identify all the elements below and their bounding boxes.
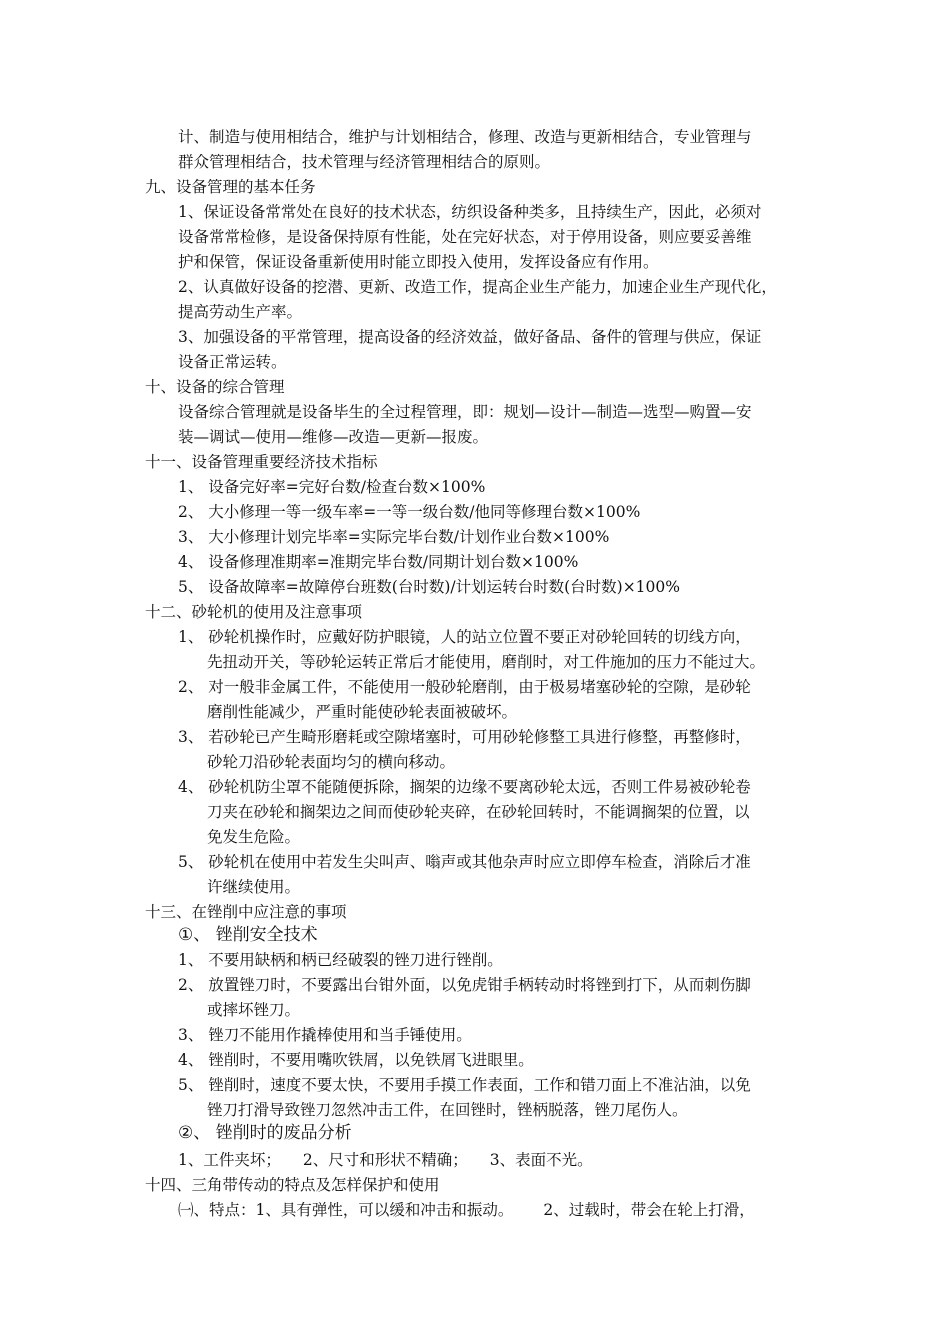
list-item: 4、 设备修理准期率=准期完毕台数/同期计划台数×100% xyxy=(178,553,579,571)
text-line: 免发生危险。 xyxy=(207,828,301,846)
text-line: 或摔坏锉刀。 xyxy=(207,1001,301,1019)
list-item: 1、 设备完好率=完好台数/检查台数×100% xyxy=(178,478,486,496)
subsection-heading: ①、 锉削安全技术 xyxy=(178,925,318,945)
text-line: 刀夹在砂轮和搁架边之间而使砂轮夹碎，在砂轮回转时，不能调搁架的位置，以 xyxy=(207,803,750,821)
text-line: 3、加强设备的平常管理，提高设备的经济效益，做好备品、备件的管理与供应，保证 xyxy=(178,328,762,346)
list-item: 5、 锉削时，速度不要太快，不要用手摸工作表面，工作和错刀面上不准沾油，以免 xyxy=(178,1076,751,1094)
section-heading: 十二、砂轮机的使用及注意事项 xyxy=(145,603,363,621)
text-line: 设备常常检修，是设备保持原有性能，处在完好状态，对于停用设备，则应要妥善维 xyxy=(178,228,752,246)
text-line: 1、保证设备常常处在良好的技术状态，纺织设备种类多，且持续生产，因此，必须对 xyxy=(178,203,762,221)
text-line: 护和保管，保证设备重新使用时能立即投入使用，发挥设备应有作用。 xyxy=(178,253,659,271)
text-line: 许继续使用。 xyxy=(207,878,301,896)
waste-item: 1、工件夹坏； xyxy=(178,1151,281,1169)
subsection-heading: ②、 锉削时的废品分析 xyxy=(178,1123,352,1143)
waste-items xyxy=(178,1150,593,1170)
section-heading: 九、设备管理的基本任务 xyxy=(145,178,316,196)
text-line: 设备正常运转。 xyxy=(178,353,287,371)
list-item: 4、 砂轮机防尘罩不能随便拆除，搁架的边缘不要离砂轮太远，否则工件易被砂轮卷 xyxy=(178,778,751,796)
list-item: 1、 不要用缺柄和柄已经破裂的锉刀进行锉削。 xyxy=(178,951,503,969)
feature-tail: 2、过载时，带会在轮上打滑， xyxy=(543,1201,755,1219)
text-line: 装—调试—使用—维修—改造—更新—报废。 xyxy=(178,428,489,446)
text-line: 锉刀打滑导致锉刀忽然冲击工件，在回锉时，锉柄脱落，锉刀尾伤人。 xyxy=(207,1101,688,1119)
list-item: 3、 锉刀不能用作撬棒使用和当手锤使用。 xyxy=(178,1026,472,1044)
text-line xyxy=(178,1200,755,1220)
text-line: 磨削性能减少，严重时能使砂轮表面被破坏。 xyxy=(207,703,518,721)
text-line: 计、制造与使用相结合，维护与计划相结合，修理、改造与更新相结合，专业管理与 xyxy=(178,128,752,146)
section-heading: 十一、设备管理重要经济技术指标 xyxy=(145,453,378,471)
section-heading: 十三、在锉削中应注意的事项 xyxy=(145,903,347,921)
list-item: 2、 放置锉刀时，不要露出台钳外面，以免虎钳手柄转动时将锉到打下，从而刺伤脚 xyxy=(178,976,751,994)
text-line: 2、认真做好设备的挖潜、更新、改造工作，提高企业生产能力，加速企业生产现代化， xyxy=(178,278,777,296)
list-item: 2、 大小修理一等一级车率=一等一级台数/他同等修理台数×100% xyxy=(178,503,641,521)
list-item: 1、 砂轮机操作时，应戴好防护眼镜，人的站立位置不要正对砂轮回转的切线方向， xyxy=(178,628,751,646)
list-item: 3、 大小修理计划完毕率=实际完毕台数/计划作业台数×100% xyxy=(178,528,610,546)
list-item: 4、 锉削时，不要用嘴吹铁屑，以免铁屑飞进眼里。 xyxy=(178,1051,534,1069)
waste-item: 2、尺寸和形状不精确； xyxy=(302,1151,468,1169)
text-line: 群众管理相结合，技术管理与经济管理相结合的原则。 xyxy=(178,153,551,171)
waste-item: 3、表面不光。 xyxy=(489,1151,593,1169)
feature-lead: ㈠、特点：1、具有弹性，可以缓和冲击和振动。 xyxy=(178,1201,514,1219)
text-line: 砂轮刀沿砂轮表面均匀的横向移动。 xyxy=(207,753,456,771)
section-heading: 十、设备的综合管理 xyxy=(145,378,285,396)
text-line: 提高劳动生产率。 xyxy=(178,303,303,321)
list-item: 3、 若砂轮已产生畸形磨耗或空隙堵塞时，可用砂轮修整工具进行修整，再整修时， xyxy=(178,728,751,746)
section-heading: 十四、三角带传动的特点及怎样保护和使用 xyxy=(145,1176,440,1194)
list-item: 5、 设备故障率=故障停台班数(台时数)/计划运转台时数(台时数)×100% xyxy=(178,578,680,596)
text-line: 先扭动开关，等砂轮运转正常后才能使用，磨削时，对工件施加的压力不能过大。 xyxy=(207,653,766,671)
list-item: 2、 对一般非金属工件，不能使用一般砂轮磨削，由于极易堵塞砂轮的空隙，是砂轮 xyxy=(178,678,751,696)
list-item: 5、 砂轮机在使用中若发生尖叫声、嗡声或其他杂声时应立即停车检查，消除后才准 xyxy=(178,853,751,871)
text-line: 设备综合管理就是设备毕生的全过程管理，即：规划—设计—制造—选型—购置—安 xyxy=(178,403,752,421)
